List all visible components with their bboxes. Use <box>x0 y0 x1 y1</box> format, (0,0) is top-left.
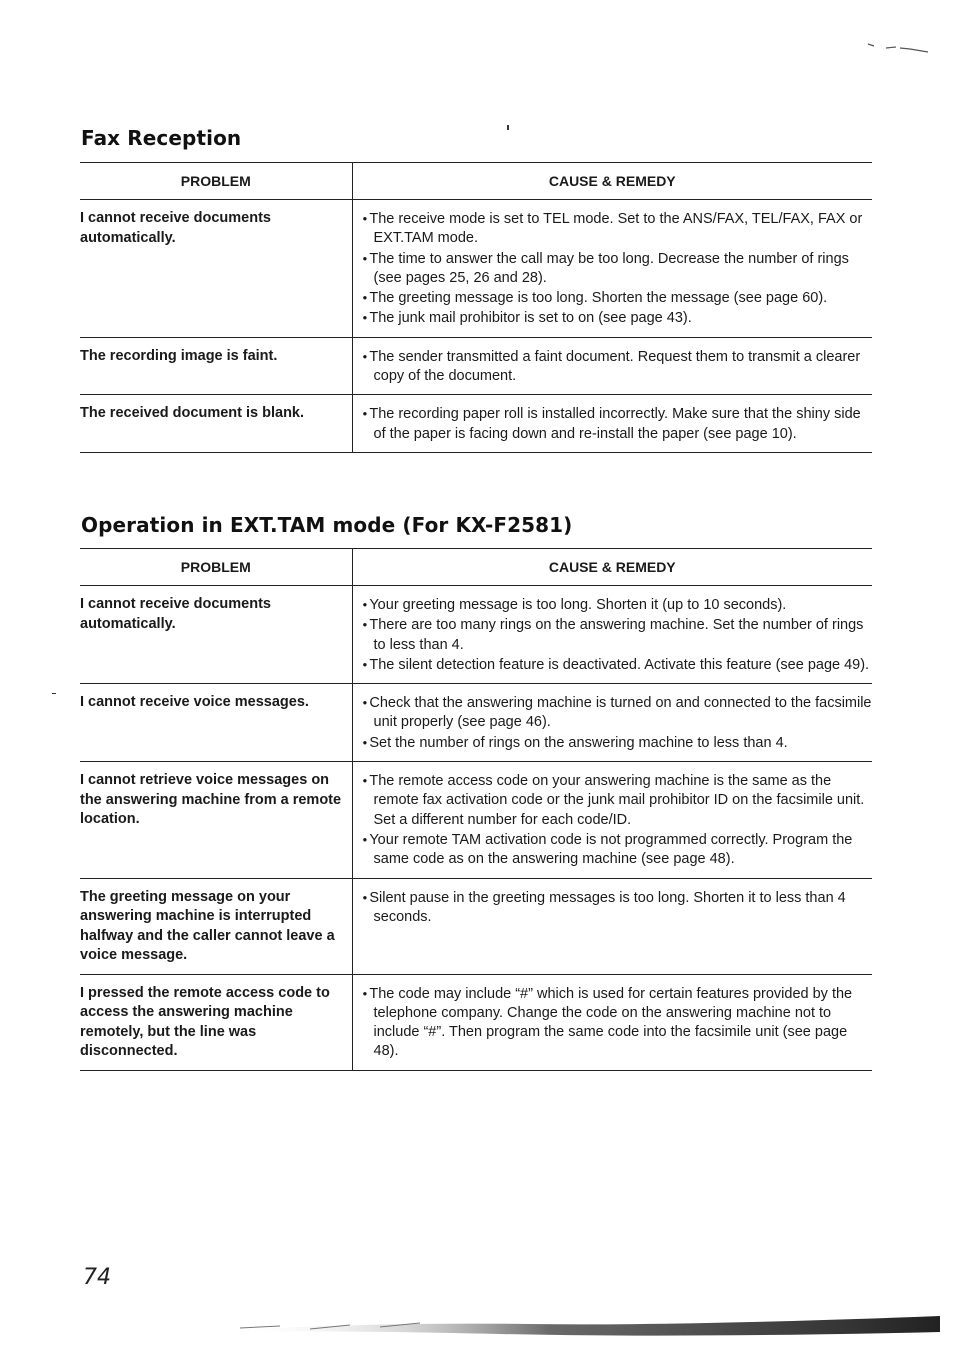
remedy-item: ● Set the number of rings on the answering machine to less than 4. <box>363 733 873 753</box>
problem-text: I cannot receive voice messages. <box>80 694 309 711</box>
problem-text: I pressed the remote access code to access the answering machine remotely, but the line was disconnected. <box>80 984 330 1060</box>
table-row <box>80 762 872 878</box>
remedy-list <box>353 595 873 675</box>
table-row <box>80 200 872 338</box>
problem-text: The greeting message on your answering machine is interrupted halfway and the caller cannot leave a voice message. <box>80 888 335 964</box>
ext-tam-mode-table <box>80 548 872 1071</box>
problem-column-header: PROBLEM <box>80 549 352 586</box>
scan-noise-bottom-edge <box>80 1308 940 1348</box>
table-header-row <box>80 549 872 586</box>
fax-reception-title: Fax Reception <box>81 126 242 150</box>
remedy-item: ● The greeting message is too long. Shorten the message (see page 60). <box>363 288 873 308</box>
scan-smudge-top-right <box>860 38 940 58</box>
remedy-item: ● There are too many rings on the answering machine. Set the number of rings to less than 4. <box>363 615 873 655</box>
table-row <box>80 684 872 762</box>
remedy-item: ● The junk mail prohibitor is set to on (see page 43). <box>363 308 873 328</box>
remedy-item: ● Your greeting message is too long. Shorten it (up to 10 seconds). <box>363 595 873 615</box>
remedy-list <box>353 209 873 329</box>
remedy-item: ● Check that the answering machine is turned on and connected to the facsimile unit properly (see page 46). <box>363 693 873 733</box>
remedy-item: ● The code may include “#” which is used for certain features provided by the telephone company. Change the code on the answering machine not to include “#”. Then program the same code into the facsimile unit (see page 48). <box>363 984 873 1062</box>
table-row <box>80 878 872 974</box>
problem-text: The received document is blank. <box>80 405 305 422</box>
remedy-item: ● The silent detection feature is deactivated. Activate this feature (see page 49). <box>363 655 873 675</box>
table-row <box>80 586 872 684</box>
remedy-list <box>353 693 873 753</box>
scan-speck <box>507 125 509 130</box>
table-row <box>80 974 872 1070</box>
scan-speck <box>52 693 56 694</box>
problem-text: I cannot retrieve voice messages on the answering machine from a remote location. <box>80 772 342 828</box>
problem-text: I cannot receive documents automatically. <box>80 596 271 632</box>
table-row <box>80 337 872 395</box>
problem-text: The recording image is faint. <box>80 347 278 364</box>
fax-reception-table <box>80 162 872 453</box>
page-number: 74 <box>83 1265 111 1290</box>
remedy-item: ● The recording paper roll is installed incorrectly. Make sure that the shiny side of the paper is facing down and re-install the paper (see page 10). <box>363 404 873 444</box>
remedy-item: ● Your remote TAM activation code is not programmed correctly. Program the same code as on the answering machine (see page 48). <box>363 830 873 870</box>
ext-tam-mode-title: Operation in EXT.TAM mode (For KX-F2581) <box>81 513 573 537</box>
remedy-list <box>353 347 873 387</box>
remedy-item: ● The remote access code on your answering machine is the same as the remote fax activation code or the junk mail prohibitor ID on the facsimile unit. Set a different number for each code/ID. <box>363 771 873 830</box>
table-row <box>80 395 872 453</box>
remedy-column-header: CAUSE & REMEDY <box>352 163 872 200</box>
remedy-item: ● The sender transmitted a faint document. Request them to transmit a clearer copy of the document. <box>363 347 873 387</box>
remedy-list <box>353 984 873 1062</box>
remedy-list <box>353 771 873 869</box>
remedy-list <box>353 888 873 928</box>
remedy-column-header: CAUSE & REMEDY <box>352 549 872 586</box>
remedy-item: ● The time to answer the call may be too long. Decrease the number of rings (see pages 25, 26 and 28). <box>363 249 873 289</box>
remedy-item: ● Silent pause in the greeting messages is too long. Shorten it to less than 4 seconds. <box>363 888 873 928</box>
problem-column-header: PROBLEM <box>80 163 352 200</box>
table-header-row <box>80 163 872 200</box>
problem-text: I cannot receive documents automatically. <box>80 210 271 246</box>
remedy-item: ● The receive mode is set to TEL mode. Set to the ANS/FAX, TEL/FAX, FAX or EXT.TAM mode. <box>363 209 873 249</box>
remedy-list <box>353 404 873 444</box>
